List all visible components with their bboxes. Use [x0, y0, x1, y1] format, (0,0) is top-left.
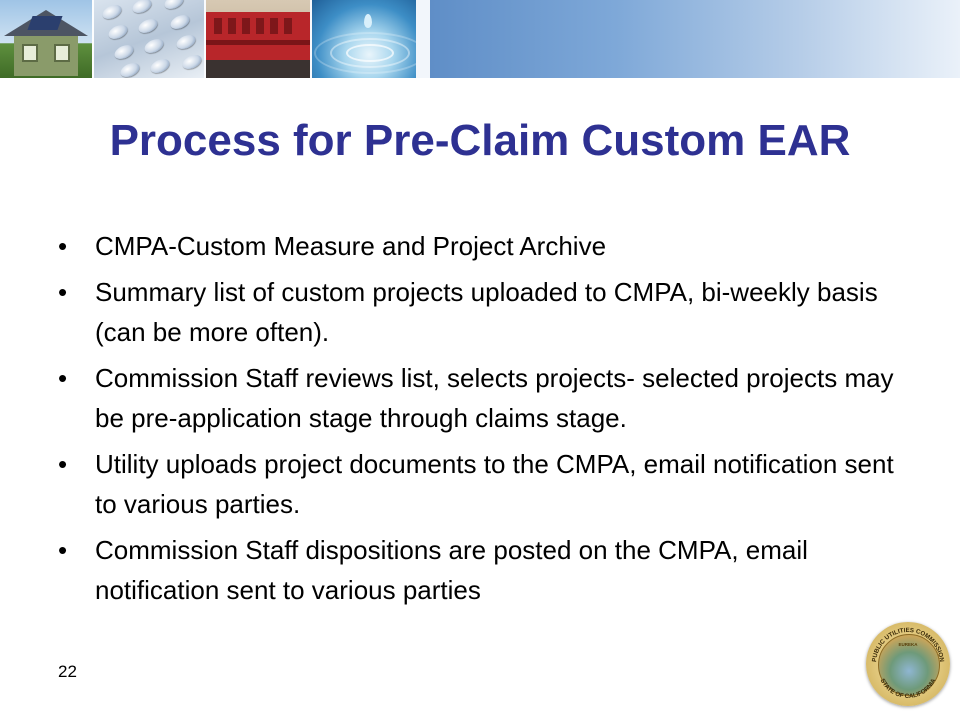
train-image [206, 0, 310, 78]
phone-keypad-image [94, 0, 204, 78]
header-banner [0, 0, 960, 78]
bullet-item [58, 530, 898, 610]
water-drop-image [312, 0, 416, 78]
bullet-item [58, 272, 898, 352]
banner-gradient [430, 0, 960, 78]
svg-text:STATE OF CALIFORNIA [879, 677, 938, 700]
bullet-text: CMPA-Custom Measure and Project Archive [95, 231, 607, 261]
page-number: 22 [58, 662, 77, 681]
bullet-item [58, 358, 898, 438]
slide-title: Process for Pre-Claim Custom EAR [109, 116, 851, 165]
bullet-dot-icon: • [58, 231, 68, 261]
bullet-dot-icon: • [58, 449, 68, 479]
bullet-text: Utility uploads project documents to the CMPA, email notification sent to various parties. [95, 449, 894, 519]
bullet-text: Summary list of custom projects uploaded to CMPA, bi-weekly basis (can be more often). [95, 277, 878, 347]
bullet-text: Commission Staff reviews list, selects projects- selected projects may be pre-application stage through claims stage. [95, 363, 894, 433]
bullet-dot-icon: • [58, 535, 68, 565]
seal-lettering [866, 622, 950, 706]
bullet-text: Commission Staff dispositions are posted on the CMPA, email notification sent to various parties [95, 535, 808, 605]
seal-bottom-text: STATE OF CALIFORNIA [878, 677, 938, 701]
bullet-item [58, 226, 898, 266]
seal-top-text: PUBLIC UTILITIES COMMISSION [871, 626, 945, 663]
state-seal-icon [866, 622, 950, 706]
bullet-list [58, 226, 898, 616]
seal-motto: EUREKA [898, 642, 918, 647]
bullet-item [58, 444, 898, 524]
bullet-dot-icon: • [58, 277, 68, 307]
bullet-dot-icon: • [58, 363, 68, 393]
house-solar-image [0, 0, 92, 78]
